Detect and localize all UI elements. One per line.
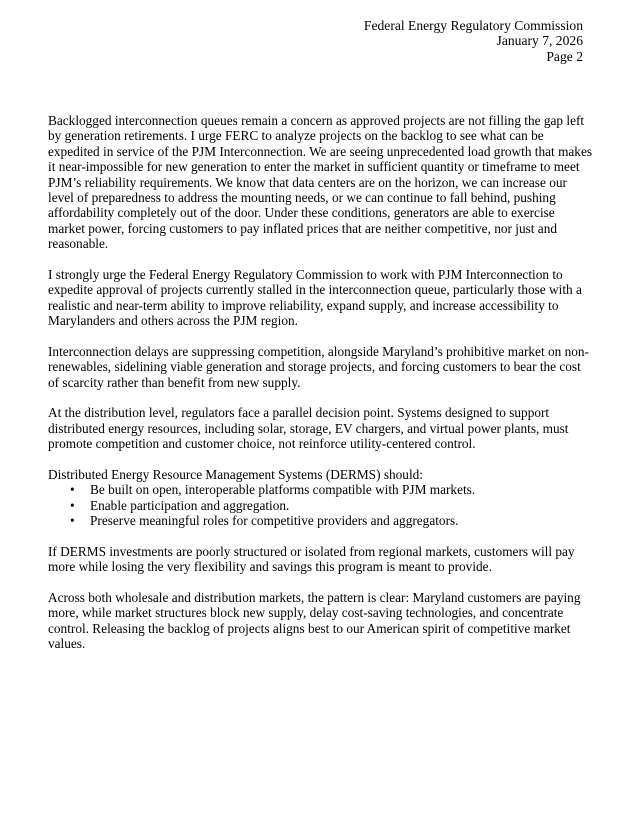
paragraph-interconnection-backlog: Backlogged interconnection queues remain a concern as approved projects are not filling the gap left by generation retirements. I urge FERC to analyze projects on the backlog to see what can be expedited in service of the PJM Interconnection. We are seeing unprecedented load growth that makes it near-impossible for new generation to enter the market in sufficient quantity or timeframe to meet PJM’s reliability requirements. We know that data centers are on the horizon, we can increase our level of preparedness to address the mounting needs, or we can continue to fall behind, pushing affordability completely out of the door. Under these conditions, generators are able to exercise market power, forcing customers to pay inflated prices that are neither competitive, nor just and reasonable. [48, 113, 593, 252]
bullet-point: • [70, 482, 75, 498]
paragraph-urge-ferc: I strongly urge the Federal Energy Regulatory Commission to work with PJM Interconnection to expedite approval of projects currently stalled in the interconnection queue, particularly those with a realistic and near-term ability to improve reliability, expand supply, and increase accessibility to Marylanders and others across the PJM region. [48, 266, 582, 329]
header-recipient: Federal Energy Regulatory Commission [363, 18, 583, 33]
list-item-text: Preserve meaningful roles for competitive providers and aggregators. [90, 513, 459, 529]
list-item [48, 513, 593, 528]
letter-body [48, 113, 593, 667]
bullet-point: • [70, 497, 75, 513]
paragraph-derms-intro: Distributed Energy Resource Management Systems (DERMS) should: [48, 466, 423, 482]
paragraph-interconnection-delays: Interconnection delays are suppressing competition, alongside Maryland’s prohibitive market on non-renewables, sidelining viable generation and storage projects, and forcing customers to bear the cost of scarcity rather than benefit from new supply. [48, 343, 589, 390]
list-item-text: Enable participation and aggregation. [90, 497, 290, 513]
list-item [48, 482, 593, 497]
bullet-point: • [70, 513, 75, 529]
letter-header [364, 18, 583, 64]
paragraph-conclusion: Across both wholesale and distribution markets, the pattern is clear: Maryland customers are paying more, while market structures block new supply, delay cost-saving technologies, and concentrate control. Releasing the backlog of projects aligns best to our American spirit of competitive market values. [48, 589, 581, 652]
paragraph-distribution-level: At the distribution level, regulators face a parallel decision point. Systems designed to support distributed energy resources, including solar, storage, EV chargers, and virtual power plants, must promote competition and customer choice, not reinforce utility-centered control. [48, 405, 569, 452]
paragraph-derms-investments: If DERMS investments are poorly structured or isolated from regional markets, customers will pay more while losing the very flexibility and savings this program is meant to provide. [48, 543, 575, 575]
list-item-text: Be built on open, interoperable platforms compatible with PJM markets. [90, 482, 476, 498]
derms-bullet-list [48, 482, 593, 528]
list-item [48, 498, 593, 513]
header-page-number: Page 2 [546, 48, 583, 64]
header-date: January 7, 2026 [496, 33, 583, 49]
